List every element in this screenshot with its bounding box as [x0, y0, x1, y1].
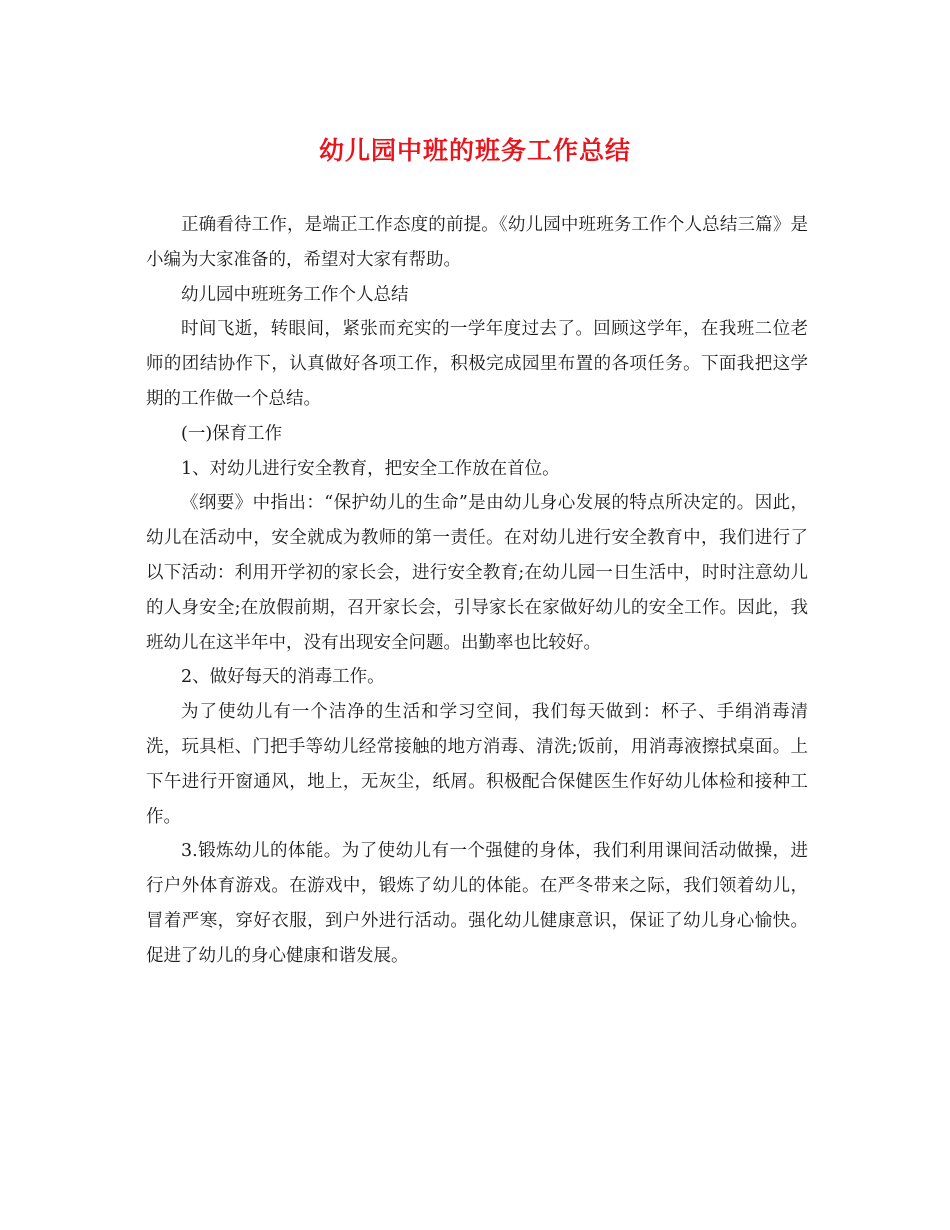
item-heading-safety: 1、对幼儿进行安全教育，把安全工作放在首位。 — [181, 458, 560, 479]
paragraph-subtitle: 幼儿园中班班务工作个人总结 — [181, 284, 409, 305]
document-body — [146, 208, 808, 974]
section-heading-care: (一)保育工作 — [181, 423, 283, 444]
page-title: 幼儿园中班的班务工作总结 — [318, 136, 631, 165]
paragraph-fitness: 3.锻炼幼儿的体能。为了使幼儿有一个强健的身体，我们利用课间活动做操，进行户外体育游戏。在游戏中，锻炼了幼儿的体能。在严冬带来之际，我们领着幼儿，冒着严寒，穿好衣服，到户外进行活动。强化幼儿健康意识，保证了幼儿身心愉快。促进了幼儿的身心健康和谐发展。 — [146, 841, 808, 966]
paragraph-intro: 正确看待工作，是端正工作态度的前提。《幼儿园中班班务工作个人总结三篇》是小编为大家准备的，希望对大家有帮助。 — [146, 215, 808, 270]
paragraph-disinfection: 为了使幼儿有一个洁净的生活和学习空间，我们每天做到：杯子、手绢消毒清洗，玩具柜、门把手等幼儿经常接触的地方消毒、清洗;饭前，用消毒液擦拭桌面。上下午进行开窗通风，地上，无灰尘，纸屑。积极配合保健医生作好幼儿体检和接种工作。 — [146, 702, 808, 827]
paragraph-safety: 《纲要》中指出：“保护幼儿的生命”是由幼儿身心发展的特点所决定的。因此，幼儿在活动中，安全就成为教师的第一责任。在对幼儿进行安全教育中，我们进行了以下活动：利用开学初的家长会，进行安全教育;在幼儿园一日生活中，时时注意幼儿的人身安全;在放假前期，召开家长会，引导家长在家做好幼儿的安全工作。因此，我班幼儿在这半年中，没有出现安全问题。出勤率也比较好。 — [146, 493, 808, 653]
paragraph-overview: 时间飞逝，转眼间，紧张而充实的一学年度过去了。回顾这学年，在我班二位老师的团结协作下，认真做好各项工作，积极完成园里布置的各项任务。下面我把这学期的工作做一个总结。 — [146, 319, 808, 409]
item-heading-disinfection: 2、做好每天的消毒工作。 — [181, 667, 385, 688]
